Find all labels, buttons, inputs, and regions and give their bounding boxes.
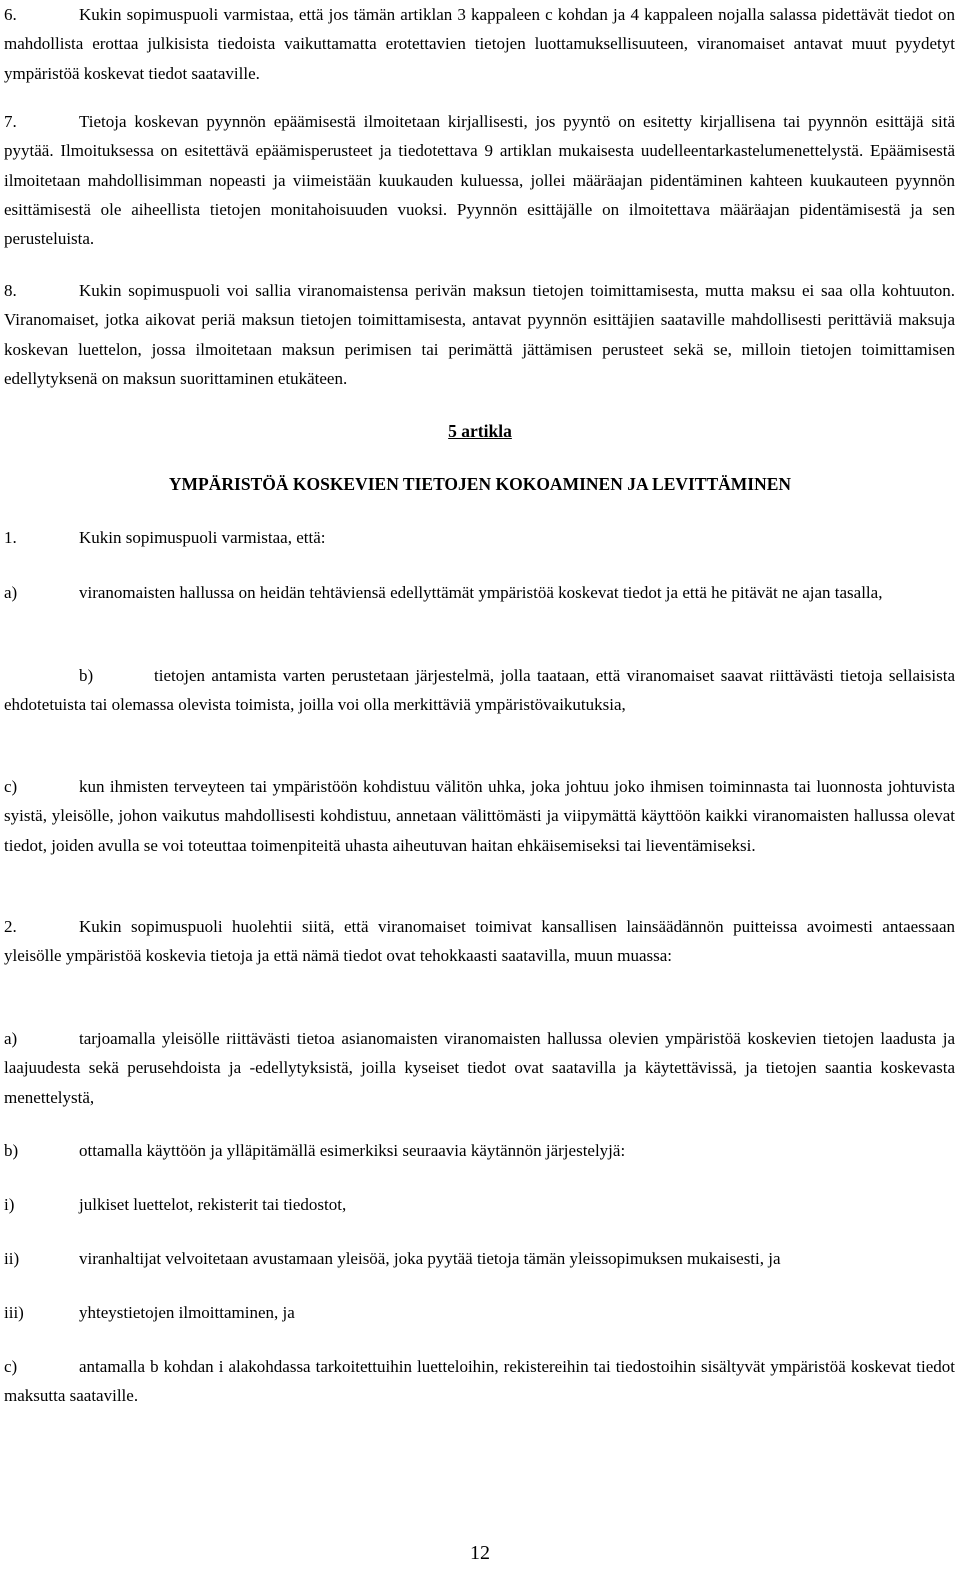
section-number: 1.: [4, 528, 17, 547]
item-label: b): [4, 1141, 19, 1160]
item-label: c): [4, 1357, 18, 1376]
item-text: tarjoamalla yleisölle riittävästi tietoa asianomaisten viranomaisten hallussa olevien ympäristöä koskevien tietojen laadusta ja laajuudesta sekä perusehdoista ja -edellytyksistä, joilla kyseiset tiedot ovat saatavilla ja käytettävissä, ja tietojen saantia koskevasta menettelystä,: [4, 1029, 955, 1107]
section-1-item-a: [4, 578, 955, 607]
paragraph-6: [4, 0, 955, 88]
item-label: a): [4, 583, 18, 602]
paragraph-8: [4, 276, 955, 393]
section-1-item-b: [4, 661, 955, 720]
section-intro-text: Kukin sopimuspuoli huolehtii siitä, että viranomaiset toimivat kansallisen lainsäädännön puitteissa avoimesti antaessaan yleisölle ympäristöä koskevia tietoja ja että nämä tiedot ovat tehokkaasti saatavilla, muun muassa:: [4, 917, 955, 966]
section-2-item-a: [4, 1024, 955, 1112]
item-text: julkiset luettelot, rekisterit tai tiedostot,: [79, 1195, 347, 1214]
section-1-item-c: [4, 772, 955, 860]
section-1-intro: [4, 523, 955, 552]
item-label: iii): [4, 1303, 24, 1322]
paragraph-text: Tietoja koskevan pyynnön epäämisestä ilmoitetaan kirjallisesti, jos pyyntö on esitetty kirjallisena tai pyynnön esittäjä sitä pyytää. Ilmoituksessa on esitettävä epäämisperusteet ja tiedotettava 9 artiklan mukaisesta uudelleentarkastelumenettelystä. Epäämisestä ilmoitetaan mahdollisimman nopeasti ja viimeistään kuukauden kuluessa, jollei määräajan pidentäminen kahteen kuukauteen pyynnön esittämisestä ole aiheellista tietojen monitahoisuuden vuoksi. Pyynnön esittäjälle on ilmoitettava määräajan pidentämisestä ja sen perusteluista.: [4, 112, 955, 249]
item-text: antamalla b kohdan i alakohdassa tarkoitettuihin luetteloihin, rekistereihin tai tiedostoihin sisältyvät ympäristöä koskevat tiedot maksutta saataville.: [4, 1357, 955, 1406]
item-label: a): [4, 1029, 18, 1048]
section-2-item-b: [4, 1136, 955, 1165]
section-number: 2.: [4, 917, 17, 936]
paragraph-text: Kukin sopimuspuoli voi sallia viranomaistensa perivän maksun tietojen toimittamisesta, mutta maksu ei saa olla kohtuuton. Viranomaiset, jotka aikovat periä maksun tietojen toimittamisesta, antavat pyynnön esittäjien saataville mahdollisesti perittäviä maksuja koskevan luettelon, jossa ilmoitetaan maksun perimisen tai perimättä jättämisen perusteet sekä se, milloin tietojen toimittamisen edellytyksenä on maksun suorittaminen etukäteen.: [4, 281, 955, 388]
page-number: 12: [470, 1542, 490, 1564]
paragraph-number: 6.: [4, 5, 17, 24]
item-text: tietojen antamista varten perustetaan järjestelmä, jolla taataan, että viranomaiset saavat riittävästi tietoja sellaisista ehdotetuista tai olemassa olevista toimista, joilla voi olla merkittäviä ympäristövaikutuksia,: [4, 666, 955, 715]
item-label: i): [4, 1195, 15, 1214]
section-intro-text: Kukin sopimuspuoli varmistaa, että:: [79, 528, 326, 547]
paragraph-text: Kukin sopimuspuoli varmistaa, että jos tämän artiklan 3 kappaleen c kohdan ja 4 kappaleen nojalla salassa pidettävät tiedot on mahdollista erottaa julkisista tiedoista vaikuttamatta erotettavien tietojen luottamuksellisuuteen, viranomaiset antavat muut pyydetyt ympäristöä koskevat tiedot saataville.: [4, 5, 955, 83]
item-label: b): [79, 666, 94, 685]
paragraph-7: [4, 107, 955, 253]
article-heading: YMPÄRISTÖÄ KOSKEVIEN TIETOJEN KOKOAMINEN JA LEVITTÄMINEN: [168, 474, 792, 494]
section-2-item-i: [4, 1190, 955, 1219]
item-text: yhteystietojen ilmoittaminen, ja: [79, 1303, 295, 1322]
section-2-item-iii: [4, 1298, 955, 1327]
item-label: ii): [4, 1249, 20, 1268]
section-2-item-c: [4, 1352, 955, 1411]
item-text: kun ihmisten terveyteen tai ympäristöön kohdistuu välitön uhka, joka johtuu joko ihmisen toiminnasta tai luonnosta johtuvista syistä, yleisölle, johon vaikutus mahdollisesti kohdistuu, annetaan välittömästi ja viipymättä käyttöön kaikki viranomaisten hallussa olevat tiedot, joiden avulla se voi toteuttaa toimenpiteitä uhasta aiheutuvan haitan ehkäisemiseksi tai lieventämiseksi.: [4, 777, 955, 855]
paragraph-number: 8.: [4, 281, 17, 300]
item-text: viranhaltijat velvoitetaan avustamaan yleisöä, joka pyytää tietoja tämän yleissopimuksen mukaisesti, ja: [79, 1249, 781, 1268]
section-2-intro: [4, 912, 955, 971]
paragraph-number: 7.: [4, 112, 17, 131]
item-label: c): [4, 777, 18, 796]
section-2-item-ii: [4, 1244, 955, 1273]
item-text: ottamalla käyttöön ja ylläpitämällä esimerkiksi seuraavia käytännön järjestelyjä:: [79, 1141, 626, 1160]
item-text: viranomaisten hallussa on heidän tehtäviensä edellyttämät ympäristöä koskevat tiedot ja että he pitävät ne ajan tasalla,: [79, 583, 883, 602]
article-title: 5 artikla: [448, 421, 512, 441]
